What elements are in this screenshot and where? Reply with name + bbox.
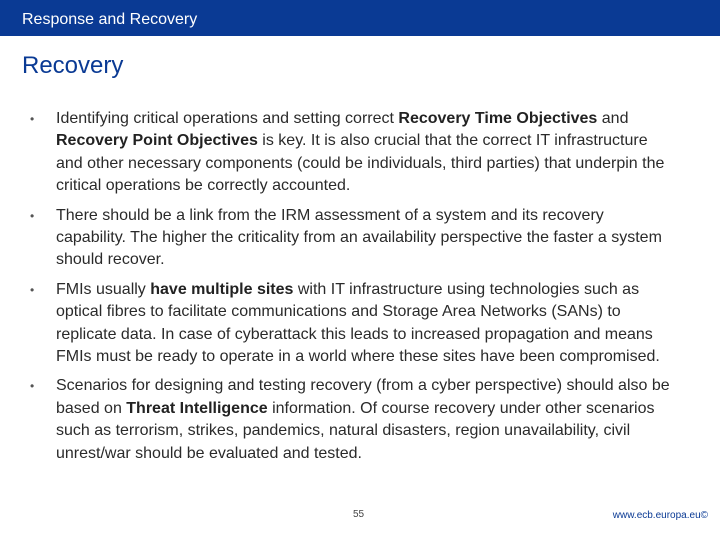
bullet-emphasis: Recovery Time Objectives	[398, 110, 598, 127]
page-number: 55	[353, 509, 365, 520]
bullet-item-3	[30, 279, 678, 369]
bullet-marker: •	[30, 379, 35, 394]
bullet-segment: and	[597, 110, 629, 127]
bullet-item-1	[30, 108, 678, 198]
bullet-segment: information. Of course recovery under other scenarios such as terrorism, strikes, pandemics, natural disasters, region unavailability, civil unrest/war should be evaluated and tested.	[56, 399, 655, 462]
bullet-text	[56, 281, 660, 365]
bullet-text	[56, 110, 664, 194]
bullet-segment: is key. It is also crucial that the correct IT infrastructure and other necessary components (could be individuals, third parties) that underpin the critical operations be correctly accounted.	[56, 132, 665, 195]
bullet-marker: •	[30, 208, 35, 223]
bullet-segment: FMIs usually	[56, 280, 151, 298]
bullet-text	[56, 377, 670, 461]
bullet-emphasis: have multiple sites	[150, 280, 294, 298]
header-title: Response and Recovery	[22, 11, 198, 28]
bullet-segment: with IT infrastructure using technologies such as optical fibres to facilitate communications and Storage Area Networks (SANs) to replicate data. In case of cyberattack this leads to increased propagation and means FMIs must be ready to operate in a world where these sites have been compromised.	[56, 280, 660, 366]
bullet-item-4	[30, 375, 678, 465]
bullet-emphasis: Threat Intelligence	[126, 399, 268, 417]
bullet-text	[56, 207, 662, 269]
bullet-segment: Scenarios for designing and testing recovery (from a cyber perspective) should also be based on	[56, 377, 670, 417]
bullet-marker: •	[30, 282, 35, 297]
bullet-marker: •	[30, 112, 35, 126]
slide-title: Recovery	[22, 52, 124, 79]
bullet-list	[30, 108, 678, 472]
header-bar	[0, 0, 720, 36]
bullet-item-2	[30, 205, 678, 272]
site-url-link[interactable]: www.ecb.europa.eu©	[612, 510, 708, 521]
bullet-emphasis: Recovery Point Objectives	[56, 132, 258, 150]
bullet-segment: Identifying critical operations and setting correct	[56, 110, 399, 127]
bullet-segment: There should be a link from the IRM assessment of a system and its recovery capability. The higher the criticality from an availability perspective the faster a system should recover.	[56, 206, 662, 269]
